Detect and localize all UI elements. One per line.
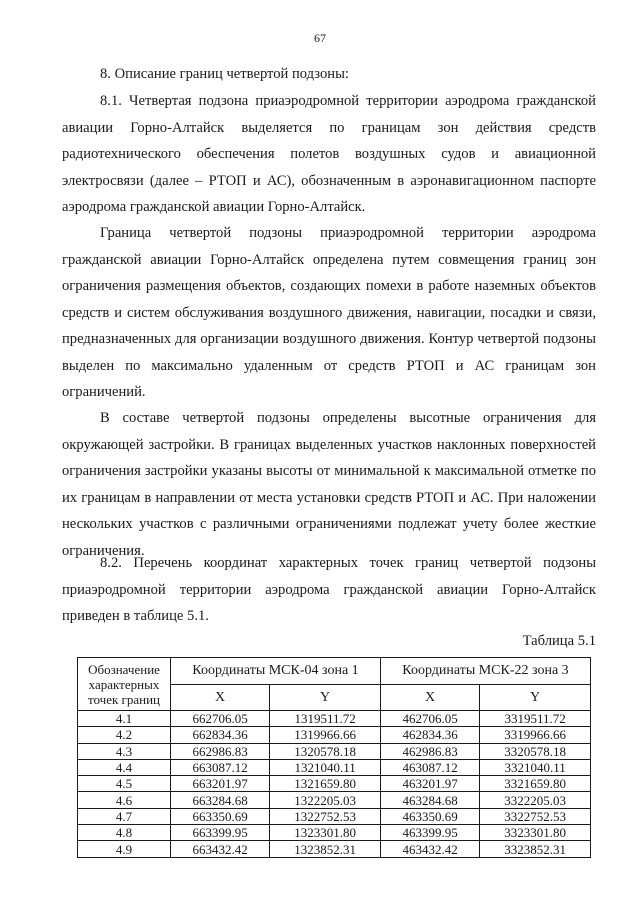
paragraph-height-limits: В составе четвертой подзоны определены высотные ограничения для окружающей застройки. В границах выделенных участков наклонных поверхностей ограничения застройки указаны высоты от минимальной к максимальной отметке по их границам в направлении от места установки средств РТОП и АС. При наложении нескольких участков с различными ограничениями подлежат учету более жесткие ограничения. [62, 410, 596, 559]
cell-point: 4.3 [78, 743, 171, 759]
page-number: 67 [314, 31, 326, 45]
paragraph-8-1: 8.1. Четвертая подзона приаэродромной территории аэродрома гражданской авиации Горно-Алтайск выделяется по границам зон действия средств радиотехнического обеспечения полетов воздушных судов и авиационной электросвязи (далее – РТОП и АС), обозначенным в аэронавигационном паспорте аэродрома гражданской авиации Горно-Алтайск. [62, 93, 596, 215]
cell-y-msk-04: 1321659.80 [270, 776, 381, 792]
cell-x-msk-04: 663350.69 [171, 808, 270, 824]
table-row [78, 825, 591, 841]
cell-x-msk-22: 462986.83 [380, 743, 479, 759]
header-y-msk-22: Y [480, 685, 591, 711]
cell-y-msk-22: 3321659.80 [480, 776, 591, 792]
cell-point: 4.7 [78, 808, 171, 824]
cell-x-msk-22: 463284.68 [380, 792, 479, 808]
cell-point: 4.1 [78, 711, 171, 727]
cell-y-msk-22: 3319511.72 [480, 711, 591, 727]
cell-point: 4.4 [78, 759, 171, 775]
cell-y-msk-22: 3322752.53 [480, 808, 591, 824]
table-row [78, 776, 591, 792]
cell-x-msk-04: 662706.05 [171, 711, 270, 727]
cell-x-msk-22: 462706.05 [380, 711, 479, 727]
table-row [78, 792, 591, 808]
cell-y-msk-04: 1322205.03 [270, 792, 381, 808]
cell-y-msk-04: 1321040.11 [270, 759, 381, 775]
cell-y-msk-22: 3323301.80 [480, 825, 591, 841]
paragraph-boundary: Граница четвертой подзоны приаэродромной территории аэродрома гражданской авиации Горно-Алтайск определена путем совмещения границ зон ограничения размещения объектов, создающих помехи в работе наземных объектов средств и систем обслуживания воздушного движения, навигации, посадки и связи, предназначенных для организации воздушного движения. Контур четвертой подзоны выделен по максимально удаленным от средств РТОП и АС границам зон ограничений. [62, 225, 596, 400]
table-row [78, 808, 591, 824]
cell-point: 4.9 [78, 841, 171, 857]
cell-x-msk-04: 663284.68 [171, 792, 270, 808]
header-x-msk-04: X [171, 685, 270, 711]
cell-x-msk-22: 463201.97 [380, 776, 479, 792]
cell-y-msk-22: 3321040.11 [480, 759, 591, 775]
table-caption: Таблица 5.1 [522, 633, 596, 649]
table-row [78, 711, 591, 727]
cell-x-msk-04: 663087.12 [171, 759, 270, 775]
cell-y-msk-04: 1319511.72 [270, 711, 381, 727]
coordinates-table [77, 657, 591, 858]
cell-y-msk-04: 1319966.66 [270, 727, 381, 743]
cell-x-msk-04: 662986.83 [171, 743, 270, 759]
cell-x-msk-04: 663399.95 [171, 825, 270, 841]
table-row [78, 743, 591, 759]
cell-y-msk-22: 3323852.31 [480, 841, 591, 857]
cell-point: 4.8 [78, 825, 171, 841]
table-body [78, 711, 591, 858]
cell-x-msk-04: 663201.97 [171, 776, 270, 792]
header-point-designation: Обозначение характерных точек границ [78, 658, 171, 711]
header-msk-04: Координаты МСК-04 зона 1 [171, 658, 381, 685]
cell-y-msk-22: 3319966.66 [480, 727, 591, 743]
cell-x-msk-04: 662834.36 [171, 727, 270, 743]
cell-x-msk-22: 463350.69 [380, 808, 479, 824]
cell-y-msk-22: 3320578.18 [480, 743, 591, 759]
cell-x-msk-04: 663432.42 [171, 841, 270, 857]
paragraph-8-2: 8.2. Перечень координат характерных точек границ четвертой подзоны приаэродромной территории аэродрома гражданской авиации Горно-Алтайск приведен в таблице 5.1. [62, 555, 596, 624]
cell-y-msk-04: 1323852.31 [270, 841, 381, 857]
cell-point: 4.2 [78, 727, 171, 743]
table-row [78, 841, 591, 857]
cell-x-msk-22: 462834.36 [380, 727, 479, 743]
cell-y-msk-22: 3322205.03 [480, 792, 591, 808]
cell-y-msk-04: 1320578.18 [270, 743, 381, 759]
table-row [78, 727, 591, 743]
cell-y-msk-04: 1323301.80 [270, 825, 381, 841]
section-heading: 8. Описание границ четвертой подзоны: [100, 66, 349, 82]
cell-y-msk-04: 1322752.53 [270, 808, 381, 824]
header-msk-22: Координаты МСК-22 зона 3 [380, 658, 590, 685]
cell-x-msk-22: 463432.42 [380, 841, 479, 857]
cell-x-msk-22: 463399.95 [380, 825, 479, 841]
cell-point: 4.5 [78, 776, 171, 792]
header-y-msk-04: Y [270, 685, 381, 711]
cell-point: 4.6 [78, 792, 171, 808]
header-x-msk-22: X [380, 685, 479, 711]
cell-x-msk-22: 463087.12 [380, 759, 479, 775]
table-row [78, 759, 591, 775]
